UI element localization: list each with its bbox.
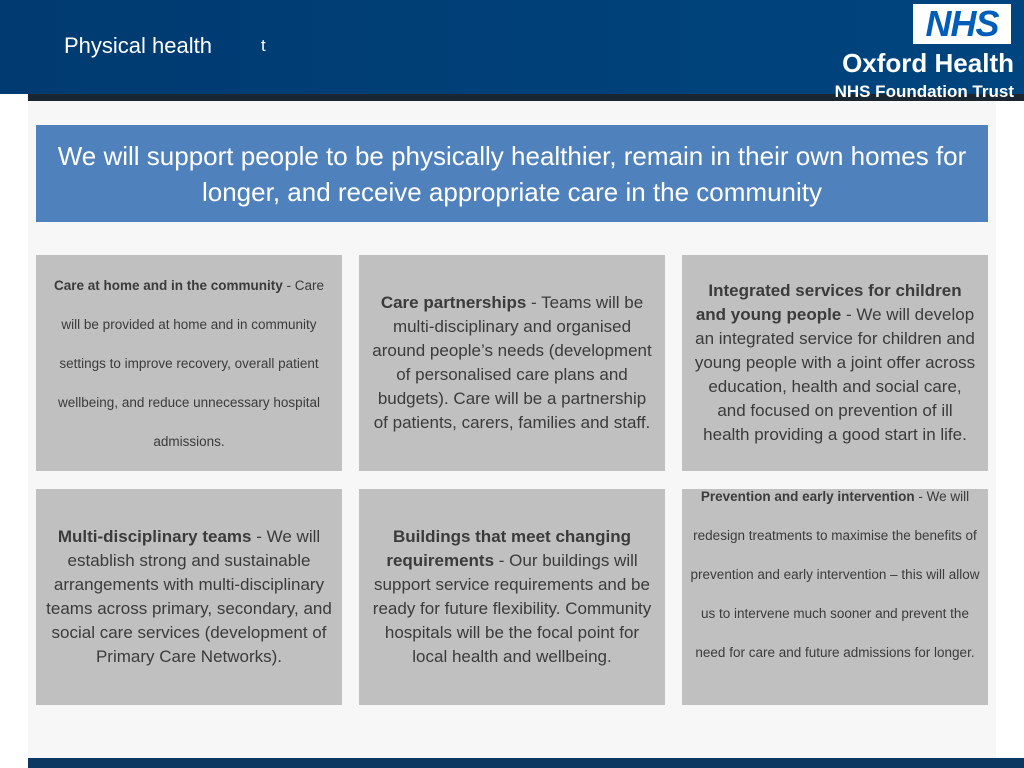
info-box-body: - We will redesign treatments to maximise the benefits of prevention and early intervention – this will allow us to intervene much sooner and prevent the need for care and future admissions for longer. xyxy=(690,489,980,660)
info-box-title: Buildings that meet changing requirements xyxy=(386,527,631,570)
info-box-multidisciplinary-teams xyxy=(36,489,342,705)
info-box-text xyxy=(692,279,978,447)
info-box-care-partnerships xyxy=(359,255,665,471)
footer-bar xyxy=(28,758,1024,768)
info-box-buildings xyxy=(359,489,665,705)
nhs-logo-text: NHS xyxy=(925,3,999,44)
info-box-text xyxy=(690,477,980,672)
info-box-integrated-services xyxy=(682,255,988,471)
header-stray-text: t xyxy=(261,36,266,55)
organisation-subtitle: NHS Foundation Trust xyxy=(834,82,1014,101)
organisation-name: Oxford Health xyxy=(842,48,1014,78)
nhs-logo xyxy=(818,2,1018,100)
info-box-body: - Teams will be multi-disciplinary and organised around people’s needs (development of personalised care plans and budgets). Care will be a partnership of patients, carers, families and staff. xyxy=(372,293,652,432)
info-box-prevention xyxy=(682,489,988,705)
info-box-body: - We will develop an integrated service for children and young people with a joint offer across education, health and social care, and focused on prevention of ill health providing a good start in life. xyxy=(694,305,976,444)
info-box-text xyxy=(369,525,655,669)
info-box-body: - Care will be provided at home and in community settings to improve recovery, overall patient wellbeing, and reduce unnecessary hospital admissions. xyxy=(58,277,325,449)
nhs-lozenge xyxy=(913,4,1011,44)
vision-banner: We will support people to be physically healthier, remain in their own homes for longer, and receive appropriate care in the community xyxy=(36,125,988,222)
info-box-title: Multi-disciplinary teams xyxy=(57,527,252,546)
info-box-body: - We will establish strong and sustainable arrangements with multi-disciplinary teams across primary, secondary, and social care services (development of Primary Care Networks). xyxy=(46,527,332,666)
page-title: Physical health xyxy=(64,33,212,58)
info-box-text xyxy=(46,266,332,461)
info-box-care-at-home xyxy=(36,255,342,471)
info-box-body: - Our buildings will support service requirements and be ready for future flexibility. Community hospitals will be the focal point for local health and wellbeing. xyxy=(372,551,652,666)
info-box-text xyxy=(46,525,332,669)
info-box-text xyxy=(369,291,655,435)
info-box-title: Integrated services for children and young people xyxy=(695,281,962,324)
info-box-title: Care at home and in the community xyxy=(53,277,283,293)
info-box-title: Care partnerships xyxy=(380,293,527,312)
info-box-title: Prevention and early intervention xyxy=(700,489,915,504)
